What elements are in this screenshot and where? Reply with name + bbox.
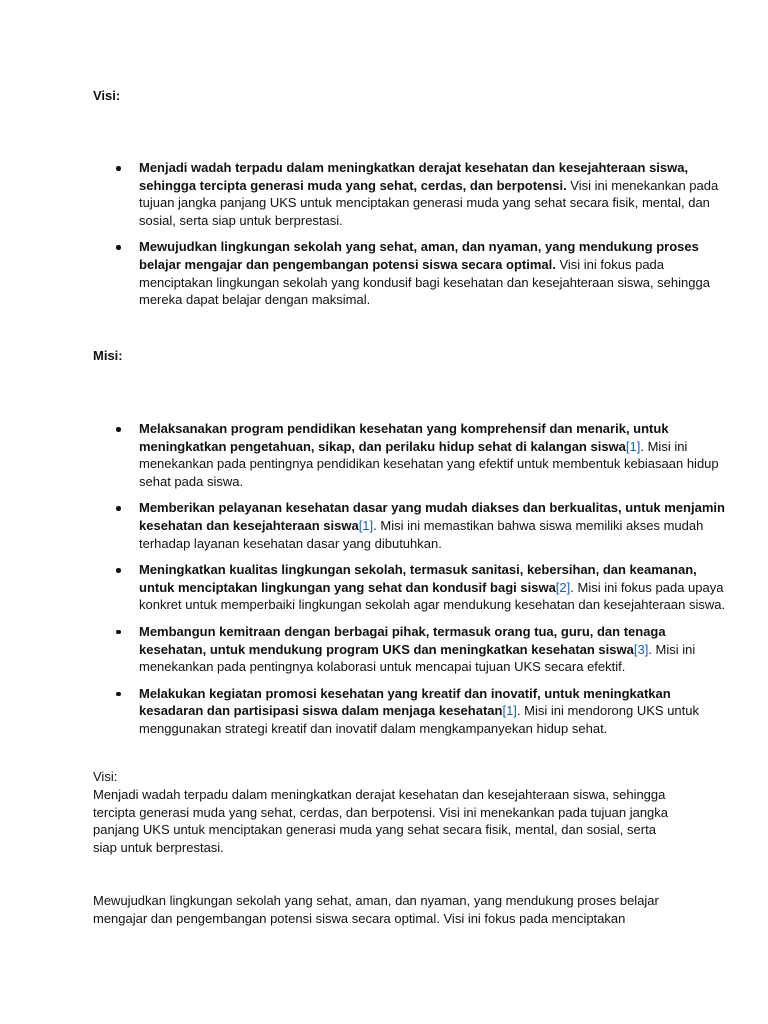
plain-paragraph-1: Menjadi wadah terpadu dalam meningkatkan derajat kesehatan dan kesejahteraan siswa, sehingga tercipta generasi muda yang sehat, cerdas, dan berpotensi. Visi ini menekankan pada tujuan jangka panjang UKS untuk menciptakan generasi muda yang sehat secara fisik, mental, dan sosial, serta siap untuk berprestasi.: [93, 787, 669, 855]
citation-link[interactable]: [2]: [555, 579, 571, 595]
plain-paragraph-2: Mewujudkan lingkungan sekolah yang sehat, aman, dan nyaman, yang mendukung proses belajar mengajar dan pengembangan potensi siswa secara optimal. Visi ini fokus pada menciptakan: [93, 893, 659, 926]
misi-item-5: [139, 685, 729, 738]
bullet-icon: [116, 630, 121, 635]
visi-item-1: [139, 159, 729, 229]
visi-item-2-rest: Visi ini fokus pada menciptakan lingkungan sekolah yang kondusif bagi kesehatan dan kesejahteraan siswa, sehingga mereka dapat belajar dengan maksimal.: [139, 256, 710, 308]
visi-list: [93, 159, 729, 318]
misi-item-3: [139, 561, 729, 614]
misi-item-1-rest: . Misi ini menekankan pada pentingnya pendidikan kesehatan yang efektif untuk membentuk kebiasaan hidup sehat pada siswa.: [139, 438, 719, 489]
misi-item-1: [139, 420, 729, 490]
misi-item-4: [139, 623, 729, 676]
citation-link[interactable]: [1]: [502, 703, 517, 719]
misi-item-5-bold: Melakukan kegiatan promosi kesehatan yang kreatif dan inovatif, untuk meningkatkan kesadaran dan partisipasi siswa dalam menjaga kesehatan: [139, 685, 671, 719]
misi-item-4-bold: Membangun kemitraan dengan berbagai pihak, termasuk orang tua, guru, dan tenaga kesehatan, untuk mendukung program UKS dan meningkatkan kesehatan siswa: [139, 623, 666, 657]
misi-item-2: [139, 499, 729, 552]
visi-item-2: [139, 238, 729, 308]
bullet-icon: [116, 568, 121, 573]
misi-item-3-bold: Meningkatkan kualitas lingkungan sekolah, termasuk sanitasi, kebersihan, dan keamanan, untuk menciptakan lingkungan yang sehat dan kondusif bagi siswa: [139, 562, 697, 595]
misi-item-4-rest: . Misi ini menekankan pada pentingnya kolaborasi untuk mencapai tujuan UKS secara efektif.: [139, 641, 696, 675]
misi-item-2-bold: Memberikan pelayanan kesehatan dasar yang mudah diakses dan berkualitas, untuk menjamin kesehatan dan kesejahteraan siswa: [139, 500, 725, 533]
visi-item-1-bold: Menjadi wadah terpadu dalam meningkatkan derajat kesehatan dan kesejahteraan siswa, sehingga tercipta generasi muda yang sehat, cerdas, dan berpotensi.: [139, 160, 689, 193]
plain-visi-heading: Visi:: [93, 769, 118, 784]
citation-link[interactable]: [1]: [358, 517, 374, 533]
bullet-icon: [116, 427, 121, 432]
misi-item-3-rest: . Misi ini fokus pada upaya konkret untuk memperbaiki lingkungan sekolah agar mendukung kesehatan dan kesejahteraan siswa.: [139, 579, 726, 613]
misi-list: [93, 420, 729, 747]
bullet-icon: [116, 692, 121, 697]
visi-item-1-rest: Visi ini menekankan pada tujuan jangka panjang UKS untuk menciptakan generasi muda yang sehat secara fisik, mental, dan sosial, serta siap untuk berprestasi.: [139, 177, 719, 228]
bullet-icon: [116, 245, 121, 250]
misi-heading: Misi:: [93, 348, 123, 363]
visi-heading: Visi:: [93, 88, 121, 103]
misi-item-2-rest: . Misi ini memastikan bahwa siswa memiliki akses mudah terhadap layanan kesehatan dasar yang dibutuhkan.: [139, 517, 704, 551]
bullet-icon: [116, 506, 121, 511]
misi-item-1-bold: Melaksanakan program pendidikan kesehatan yang komprehensif dan menarik, untuk meningkatkan pengetahuan, sikap, dan perilaku hidup sehat di kalangan siswa: [139, 421, 669, 454]
citation-link[interactable]: [3]: [633, 641, 649, 657]
bullet-icon: [116, 166, 121, 171]
citation-link[interactable]: [1]: [625, 438, 641, 454]
misi-item-5-rest: . Misi ini mendorong UKS untuk menggunakan strategi kreatif dan inovatif dalam mengkampanyekan hidup sehat.: [139, 703, 700, 736]
visi-item-2-bold: Mewujudkan lingkungan sekolah yang sehat, aman, dan nyaman, yang mendukung proses belajar mengajar dan pengembangan potensi siswa secara optimal.: [139, 239, 699, 272]
